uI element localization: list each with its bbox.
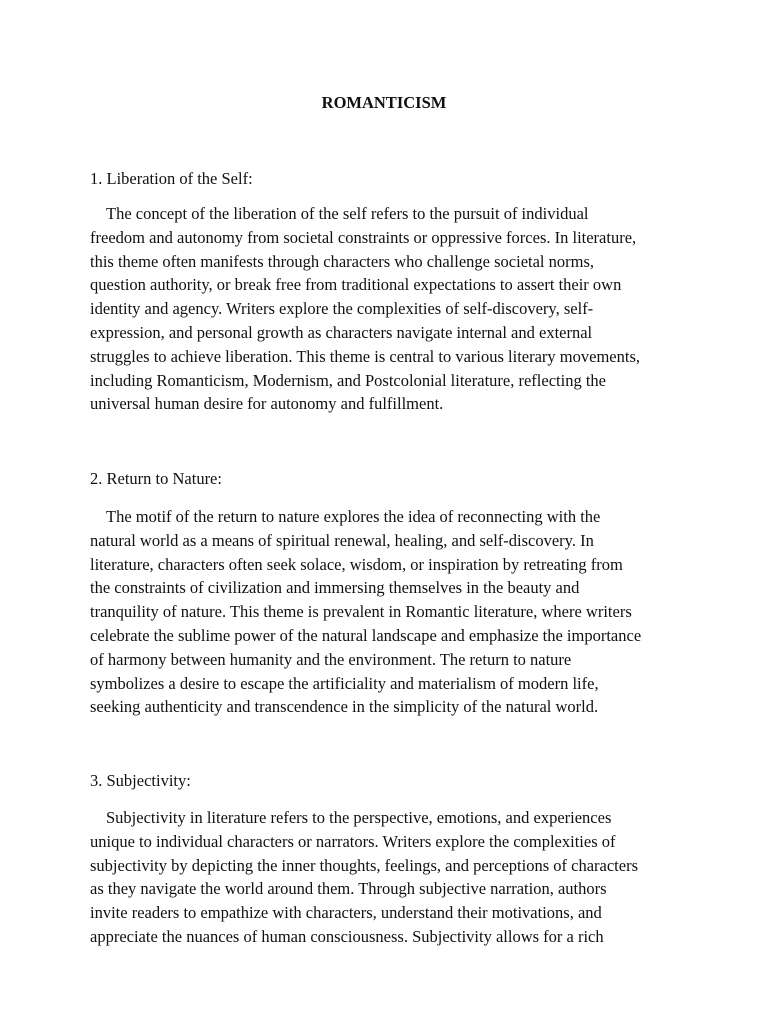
paragraph-line: identity and agency. Writers explore the complexities of self-discovery, self- xyxy=(90,299,594,319)
paragraph-line: subjectivity by depicting the inner thoughts, feelings, and perceptions of characters xyxy=(90,855,639,875)
section-heading-return-to-nature: 2. Return to Nature: xyxy=(90,469,222,488)
section-paragraph-subjectivity xyxy=(90,806,690,949)
paragraph-line: appreciate the nuances of human consciousness. Subjectivity allows for a rich xyxy=(90,926,604,946)
paragraph-line: tranquility of nature. This theme is prevalent in Romantic literature, where writers xyxy=(90,602,632,622)
paragraph-line: invite readers to empathize with characters, understand their motivations, and xyxy=(90,903,602,923)
document-title: ROMANTICISM xyxy=(321,93,447,112)
section-paragraph-return-to-nature xyxy=(90,505,690,719)
paragraph-line: universal human desire for autonomy and fulfillment. xyxy=(90,394,444,414)
paragraph-line: The concept of the liberation of the self refers to the pursuit of individual xyxy=(106,204,589,223)
section-paragraph-liberation xyxy=(90,202,690,416)
paragraph-line: the constraints of civilization and immersing themselves in the beauty and xyxy=(90,578,580,598)
paragraph-line: expression, and personal growth as characters navigate internal and external xyxy=(90,322,593,342)
section-heading-liberation: 1. Liberation of the Self: xyxy=(90,169,253,188)
section-heading-subjectivity: 3. Subjectivity: xyxy=(90,771,191,790)
paragraph-line: natural world as a means of spiritual renewal, healing, and self-discovery. In xyxy=(90,530,594,550)
paragraph-line: freedom and autonomy from societal constraints or oppressive forces. In literature, xyxy=(90,227,637,247)
paragraph-line: this theme often manifests through characters who challenge societal norms, xyxy=(90,251,595,271)
paragraph-line: Subjectivity in literature refers to the perspective, emotions, and experiences xyxy=(106,808,612,827)
paragraph-line: celebrate the sublime power of the natural landscape and emphasize the importance xyxy=(90,625,642,645)
paragraph-line: struggles to achieve liberation. This theme is central to various literary movements, xyxy=(90,346,641,366)
paragraph-line: symbolizes a desire to escape the artificiality and materialism of modern life, xyxy=(90,673,599,693)
paragraph-line: seeking authenticity and transcendence in the simplicity of the natural world. xyxy=(90,697,599,717)
paragraph-line: literature, characters often seek solace, wisdom, or inspiration by retreating from xyxy=(90,554,623,574)
paragraph-line: as they navigate the world around them. Through subjective narration, authors xyxy=(90,879,607,899)
paragraph-line: including Romanticism, Modernism, and Postcolonial literature, reflecting the xyxy=(90,370,606,390)
paragraph-line: The motif of the return to nature explores the idea of reconnecting with the xyxy=(106,507,601,526)
paragraph-line: question authority, or break free from traditional expectations to assert their own xyxy=(90,275,622,295)
paragraph-line: of harmony between humanity and the environment. The return to nature xyxy=(90,649,572,669)
paragraph-line: unique to individual characters or narrators. Writers explore the complexities of xyxy=(90,831,616,851)
